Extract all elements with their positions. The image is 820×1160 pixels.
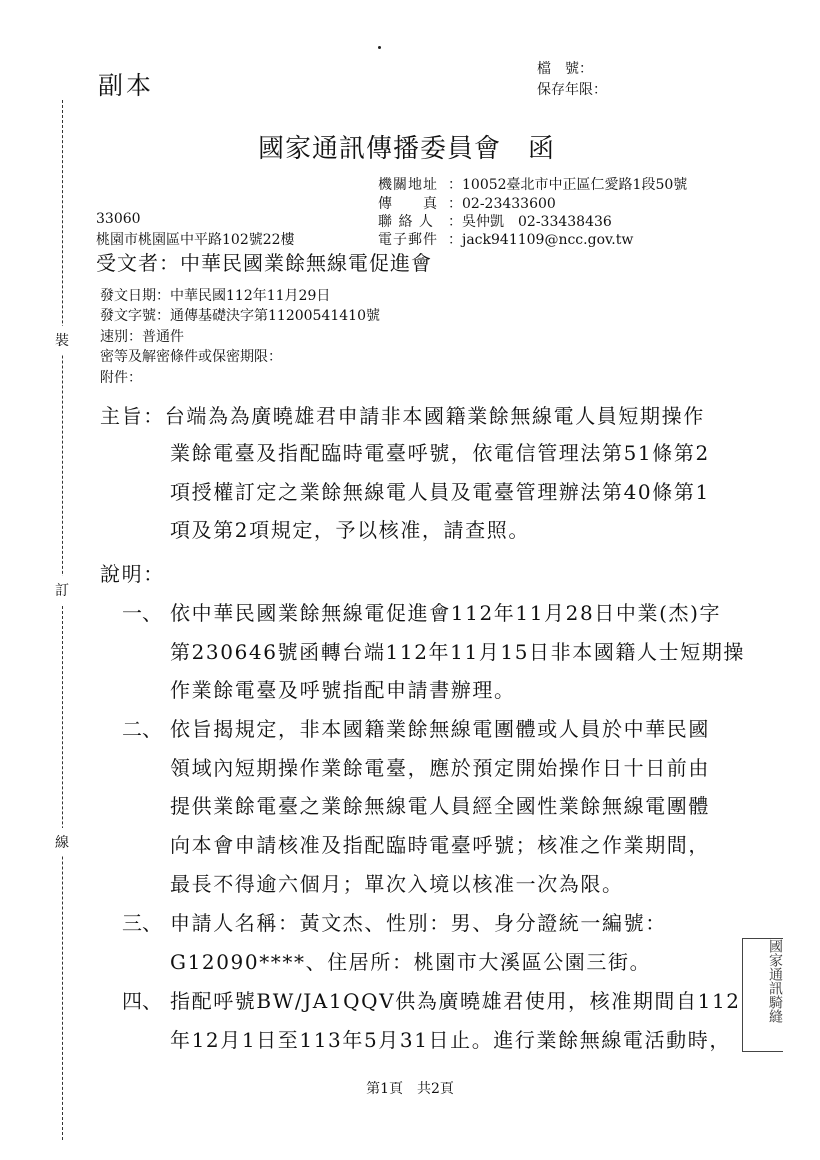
subject-line-4: 項及第2項規定，予以核准，請查照。 <box>170 518 530 542</box>
item-2-line-1: 依旨揭規定，非本國籍業餘無線電團體或人員於中華民國 <box>170 717 710 741</box>
item-1-line-1: 依中華民國業餘無線電促進會112年11月28日中業(杰)字 <box>170 601 722 625</box>
info-value: ：10052臺北市中正區仁愛路1段50號 <box>448 177 688 193</box>
item-2-line-4: 向本會申請核准及指配臨時電臺呼號；核准之作業期間， <box>170 833 710 857</box>
scan-dot <box>378 46 381 49</box>
copy-label: 副本 <box>98 71 155 100</box>
explanation-label: 說明： <box>100 562 165 586</box>
item-1-line-2: 第230646號函轉台端112年11月15日非本國籍人士短期操 <box>170 640 746 664</box>
item-2-line-3: 提供業餘電臺之業餘無線電人員經全國性業餘無線電團體 <box>170 794 710 818</box>
item-1-line-3: 作業餘電臺及呼號指配申請書辦理。 <box>170 678 516 702</box>
item-number: 三、 <box>122 911 162 935</box>
document-title: 國家通訊傳播委員會 函 <box>258 134 556 164</box>
item-3-line-2: G12090****、住居所：桃園市大溪區公園三街。 <box>170 950 652 974</box>
sender-address <box>378 174 687 194</box>
attachment: 附件： <box>100 370 142 386</box>
binding-mark-ding: 訂 <box>53 576 71 604</box>
subject-line-1: 主旨：台端為為廣曉雄君申請非本國籍業餘無線電人員短期操作 <box>100 404 705 428</box>
item-number: 一、 <box>122 601 162 625</box>
item-4-line-1: 指配呼號BW/JA1QQV供為廣曉雄君使用，核准期間自112 <box>170 989 741 1013</box>
speed-class: 速別：普通件 <box>100 329 184 345</box>
document-number: 發文字號：通傳基礎決字第11200541410號 <box>100 308 380 324</box>
info-key: 傳 真 <box>378 196 438 212</box>
retention-label: 保存年限： <box>537 82 607 98</box>
item-3-line-1: 申請人名稱：黃文杰、性別：男、身分證統一編號： <box>170 911 667 935</box>
page-number: 第1頁 共2頁 <box>366 1081 454 1097</box>
recipient-postcode: 33060 <box>96 211 141 227</box>
subject-line-3: 項授權訂定之業餘無線電人員及電臺管理辦法第40條第1 <box>170 480 710 504</box>
subject-line-2: 業餘電臺及指配臨時電臺呼號，依電信管理法第51條第2 <box>170 441 710 465</box>
info-value: ：jack941109@ncc.gov.tw <box>448 232 634 248</box>
item-number: 四、 <box>122 989 162 1013</box>
sender-fax <box>378 193 556 213</box>
issue-date: 發文日期：中華民國112年11月29日 <box>100 288 331 304</box>
sender-contact <box>378 211 612 231</box>
binding-line <box>62 100 63 1140</box>
item-2-line-5: 最長不得逾六個月；單次入境以核准一次為限。 <box>170 872 624 896</box>
info-value: ：吳仲凱 02-33438436 <box>448 214 612 230</box>
binding-mark-xian: 線 <box>53 828 71 856</box>
recipient: 受文者：中華民國業餘無線電促進會 <box>96 251 432 275</box>
binding-mark-zhuang: 裝 <box>53 326 71 354</box>
info-key: 電子郵件 <box>378 232 438 248</box>
item-4-line-2: 年12月1日至113年5月31日止。進行業餘無線電活動時， <box>170 1028 731 1052</box>
info-key: 機關地址 <box>378 177 438 193</box>
recipient-address: 桃園市桃園區中平路102號22樓 <box>96 232 295 248</box>
file-number-label: 檔 號： <box>537 61 593 77</box>
item-2-line-2: 領域內短期操作業餘電臺，應於預定開始操作日十日前由 <box>170 756 710 780</box>
info-value: ：02-23433600 <box>448 196 556 212</box>
item-number: 二、 <box>122 717 162 741</box>
classification: 密等及解密條件或保密期限： <box>100 349 282 365</box>
info-key: 聯 絡 人 <box>378 214 434 230</box>
seal-stamp: 國家通訊騎縫 <box>742 938 783 1052</box>
sender-email <box>378 229 633 249</box>
